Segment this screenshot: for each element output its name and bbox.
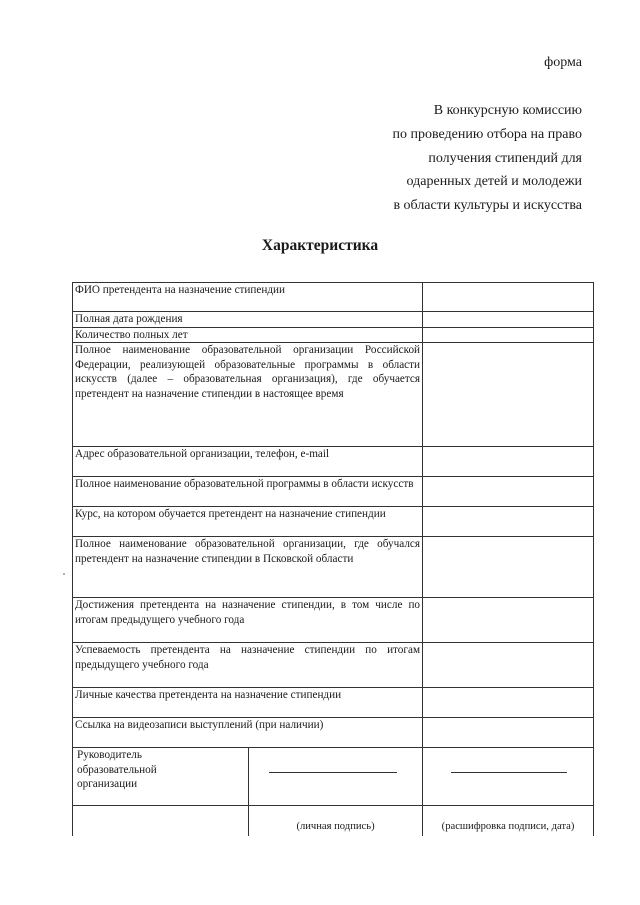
decode-caption: (расшифровка подписи, дата) xyxy=(441,820,575,832)
document-title: Характеристика xyxy=(261,237,379,254)
decode-caption-cell xyxy=(423,820,594,836)
row-label-age: Количество полных лет xyxy=(73,327,423,343)
characteristics-table xyxy=(72,282,594,836)
row-label-fio: ФИО претендента на назначение стипендии xyxy=(73,283,423,312)
table-row xyxy=(73,537,594,598)
signature-line xyxy=(269,772,397,773)
sign-caption-cell xyxy=(249,820,423,836)
addressee-line: в области культуры и искусства xyxy=(393,198,582,214)
scan-speck xyxy=(63,573,65,575)
table-row xyxy=(73,643,594,688)
form-label: форма xyxy=(544,55,582,70)
addressee-line: В конкурсную комиссию xyxy=(433,103,582,118)
table-row xyxy=(73,718,594,748)
sign-caption: (личная подпись) xyxy=(296,820,375,832)
addressee-line: по проведению отбора на право xyxy=(392,126,582,142)
row-label-achievements: Достижения претендента на назначение стипендии, в том числе по итогам предыдущего учебного года xyxy=(73,598,423,643)
row-label-previous-org: Полное наименование образовательной организации, где обучался претендент на назначение стипендии в Псковской области xyxy=(73,537,423,598)
table-row xyxy=(73,477,594,507)
signature-row xyxy=(73,748,594,820)
signature-decoding-field[interactable] xyxy=(423,748,594,820)
row-value-video-link[interactable] xyxy=(423,718,594,748)
table-row xyxy=(73,312,594,328)
row-value-birthdate[interactable] xyxy=(423,312,594,328)
row-value-fio[interactable] xyxy=(423,283,594,312)
signature-role xyxy=(73,748,249,820)
row-value-previous-org[interactable] xyxy=(423,537,594,598)
row-label-program: Полное наименование образовательной программы в области искусств xyxy=(73,477,423,507)
addressee-line: одаренных детей и молодежи xyxy=(406,174,582,190)
row-value-program[interactable] xyxy=(423,477,594,507)
signature-role-line: Руководитель xyxy=(77,749,142,762)
table-bottom-border xyxy=(72,805,593,806)
row-value-personal-qualities[interactable] xyxy=(423,688,594,718)
row-value-performance[interactable] xyxy=(423,643,594,688)
row-value-age[interactable] xyxy=(423,327,594,343)
personal-signature-field[interactable] xyxy=(249,748,423,820)
table-row xyxy=(73,447,594,477)
addressee-block xyxy=(282,99,582,218)
row-label-video-link: Ссылка на видеозаписи выступлений (при наличии) xyxy=(73,718,423,748)
signature-role-line: образовательной xyxy=(77,763,157,776)
signature-role-line: организации xyxy=(77,778,138,791)
table-row xyxy=(73,327,594,343)
table-row xyxy=(73,283,594,312)
row-label-education-org: Полное наименование образовательной организации Российской Федерации, реализующей образовательные программы в области искусств (далее – образовательная организация), где обучается претендент на назначение стипендии в настоящее время xyxy=(73,343,423,447)
table-row xyxy=(73,343,594,447)
table-row xyxy=(73,598,594,643)
table-row xyxy=(73,688,594,718)
row-label-birthdate: Полная дата рождения xyxy=(73,312,423,328)
row-label-address: Адрес образовательной организации, телефон, e-mail xyxy=(73,447,423,477)
decoding-line xyxy=(451,772,567,773)
row-value-course[interactable] xyxy=(423,507,594,537)
row-value-achievements[interactable] xyxy=(423,598,594,643)
table-row xyxy=(73,507,594,537)
row-label-personal-qualities: Личные качества претендента на назначение стипендии xyxy=(73,688,423,718)
row-value-address[interactable] xyxy=(423,447,594,477)
row-label-performance: Успеваемость претендента на назначение стипендии по итогам предыдущего учебного года xyxy=(73,643,423,688)
caption-row xyxy=(73,820,594,836)
addressee-line: получения стипендий для xyxy=(428,150,582,166)
row-label-course: Курс, на котором обучается претендент на назначение стипендии xyxy=(73,507,423,537)
row-value-education-org[interactable] xyxy=(423,343,594,447)
